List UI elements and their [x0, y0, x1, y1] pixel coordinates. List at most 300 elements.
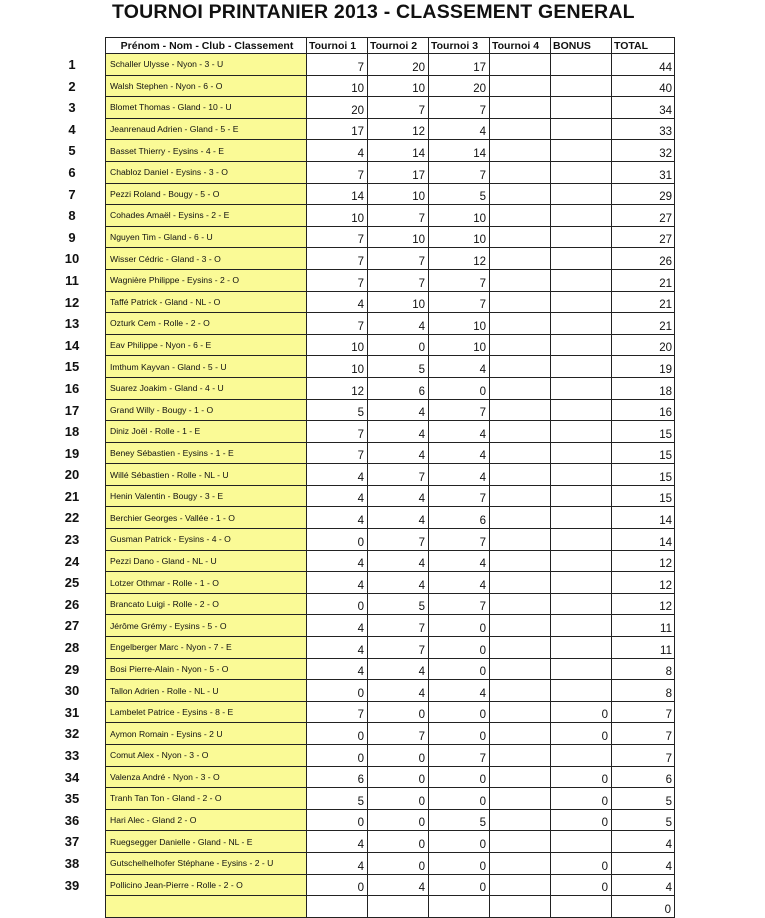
player-name-cell: Diniz Joël - Rolle - 1 - E [106, 421, 307, 443]
player-name-cell: Comut Alex - Nyon - 3 - O [106, 745, 307, 767]
total-cell: 11 [612, 615, 675, 637]
player-name-cell: Wagnière Philippe - Eysins - 2 - O [106, 269, 307, 291]
tournoi-4-cell [490, 896, 551, 918]
player-name-cell: Wisser Cédric - Gland - 3 - O [106, 248, 307, 270]
tournoi-4-cell [490, 421, 551, 443]
total-cell: 32 [612, 140, 675, 162]
table-row [106, 485, 675, 507]
tournoi-3-cell: 0 [429, 658, 490, 680]
rank-number: 5 [68, 143, 76, 159]
table-row [106, 680, 675, 702]
bonus-cell: 0 [551, 723, 612, 745]
bonus-cell: 0 [551, 701, 612, 723]
tournoi-4-cell [490, 313, 551, 335]
tournoi-1-cell: 4 [307, 291, 368, 313]
total-cell: 21 [612, 291, 675, 313]
total-cell: 15 [612, 442, 675, 464]
table-row [106, 183, 675, 205]
bonus-cell [551, 658, 612, 680]
tournoi-2-cell: 0 [368, 788, 429, 810]
tournoi-2-cell: 7 [368, 269, 429, 291]
tournoi-3-cell: 7 [429, 745, 490, 767]
table-row [106, 118, 675, 140]
tournoi-3-cell: 7 [429, 161, 490, 183]
tournoi-3-cell: 4 [429, 442, 490, 464]
rank-number: 1 [68, 57, 76, 72]
table-row [106, 658, 675, 680]
tournoi-2-cell: 7 [368, 723, 429, 745]
tournoi-2-cell: 0 [368, 852, 429, 874]
rank-number: 7 [68, 186, 76, 202]
tournoi-2-cell: 4 [368, 680, 429, 702]
player-name-cell: Aymon Romain - Eysins - 2 U [106, 723, 307, 745]
tournoi-4-cell [490, 550, 551, 572]
tournoi-1-cell: 7 [307, 161, 368, 183]
table-row [106, 313, 675, 335]
tournoi-2-cell: 7 [368, 248, 429, 270]
rank-number: 14 [64, 337, 80, 353]
tournoi-2-cell: 7 [368, 529, 429, 551]
tournoi-4-cell [490, 637, 551, 659]
player-name-cell: Pezzi Dano - Gland - NL - U [106, 550, 307, 572]
tournoi-1-cell: 12 [307, 377, 368, 399]
tournoi-2-cell: 4 [368, 485, 429, 507]
tournoi-2-cell: 4 [368, 442, 429, 464]
tournoi-3-cell: 0 [429, 831, 490, 853]
rank-number: 39 [64, 877, 80, 893]
player-name-cell: Lotzer Othmar - Rolle - 1 - O [106, 572, 307, 594]
total-cell: 44 [612, 54, 675, 76]
bonus-cell [551, 745, 612, 767]
tournoi-3-cell: 5 [429, 183, 490, 205]
player-name-cell: Suarez Joakim - Gland - 4 - U [106, 377, 307, 399]
player-name-cell: Jeanrenaud Adrien - Gland - 5 - E [106, 118, 307, 140]
tournoi-2-cell: 7 [368, 464, 429, 486]
total-cell: 7 [612, 723, 675, 745]
tournoi-3-cell: 14 [429, 140, 490, 162]
tournoi-3-cell: 5 [429, 809, 490, 831]
rank-number: 11 [65, 272, 79, 288]
player-name-cell: Lambelet Patrice - Eysins - 8 - E [106, 701, 307, 723]
table-row-partial [106, 896, 675, 918]
table-row [106, 377, 675, 399]
bonus-cell [551, 140, 612, 162]
tournoi-3-cell: 4 [429, 421, 490, 443]
bonus-cell [551, 442, 612, 464]
tournoi-1-cell: 7 [307, 701, 368, 723]
tournoi-2-cell: 4 [368, 399, 429, 421]
player-name-cell: Cohades Amaël - Eysins - 2 - E [106, 205, 307, 227]
tournoi-2-cell [368, 896, 429, 918]
player-name-cell: Pollicino Jean-Pierre - Rolle - 2 - O [106, 874, 307, 896]
tournoi-2-cell: 7 [368, 637, 429, 659]
total-cell: 8 [612, 680, 675, 702]
header-tournoi-2: Tournoi 2 [368, 38, 429, 54]
tournoi-2-cell: 6 [368, 377, 429, 399]
rank-number: 27 [64, 618, 80, 634]
bonus-cell [551, 248, 612, 270]
tournoi-1-cell: 0 [307, 529, 368, 551]
tournoi-3-cell: 0 [429, 852, 490, 874]
player-name-cell: Willé Sébastien - Rolle - NL - U [106, 464, 307, 486]
header-tournoi-1: Tournoi 1 [307, 38, 368, 54]
tournoi-1-cell: 4 [307, 485, 368, 507]
tournoi-4-cell [490, 75, 551, 97]
rank-number: 30 [64, 683, 80, 699]
table-row [106, 874, 675, 896]
tournoi-3-cell: 0 [429, 701, 490, 723]
tournoi-2-cell: 4 [368, 658, 429, 680]
rank-number: 34 [64, 769, 80, 785]
bonus-cell [551, 507, 612, 529]
tournoi-2-cell: 4 [368, 421, 429, 443]
tournoi-1-cell: 10 [307, 334, 368, 356]
total-cell: 12 [612, 572, 675, 594]
header-tournoi-4: Tournoi 4 [490, 38, 551, 54]
tournoi-4-cell [490, 140, 551, 162]
tournoi-3-cell: 12 [429, 248, 490, 270]
tournoi-4-cell [490, 97, 551, 119]
tournoi-4-cell [490, 831, 551, 853]
tournoi-1-cell: 4 [307, 140, 368, 162]
table-row [106, 723, 675, 745]
tournoi-4-cell [490, 161, 551, 183]
tournoi-1-cell: 4 [307, 550, 368, 572]
tournoi-2-cell: 12 [368, 118, 429, 140]
bonus-cell [551, 421, 612, 443]
tournoi-1-cell: 4 [307, 637, 368, 659]
player-name-cell: Basset Thierry - Eysins - 4 - E [106, 140, 307, 162]
tournoi-3-cell: 7 [429, 269, 490, 291]
rank-number: 4 [68, 121, 76, 137]
player-name-cell: Engelberger Marc - Nyon - 7 - E [106, 637, 307, 659]
rank-number: 32 [64, 726, 80, 742]
total-cell: 12 [612, 550, 675, 572]
bonus-cell [551, 313, 612, 335]
total-cell: 15 [612, 421, 675, 443]
tournoi-3-cell: 17 [429, 54, 490, 76]
rank-number: 28 [64, 640, 80, 656]
table-row [106, 852, 675, 874]
bonus-cell [551, 572, 612, 594]
total-cell: 40 [612, 75, 675, 97]
total-cell: 19 [612, 356, 675, 378]
tournoi-1-cell [307, 896, 368, 918]
tournoi-2-cell: 0 [368, 766, 429, 788]
header-total: TOTAL [612, 38, 675, 54]
tournoi-2-cell: 20 [368, 54, 429, 76]
rank-number: 16 [64, 380, 80, 396]
tournoi-2-cell: 0 [368, 701, 429, 723]
player-name-cell: Grand Willy - Bougy - 1 - O [106, 399, 307, 421]
tournoi-3-cell: 10 [429, 205, 490, 227]
rank-number: 22 [64, 510, 80, 526]
rank-number: 20 [64, 467, 80, 483]
total-cell: 34 [612, 97, 675, 119]
player-name-cell: Chabloz Daniel - Eysins - 3 - O [106, 161, 307, 183]
tournoi-4-cell [490, 874, 551, 896]
tournoi-1-cell: 17 [307, 118, 368, 140]
tournoi-4-cell [490, 291, 551, 313]
tournoi-4-cell [490, 118, 551, 140]
bonus-cell [551, 485, 612, 507]
total-cell: 20 [612, 334, 675, 356]
player-name-cell: Ozturk Cem - Rolle - 2 - O [106, 313, 307, 335]
total-cell: 5 [612, 788, 675, 810]
rank-number: 24 [64, 553, 80, 569]
tournoi-1-cell: 10 [307, 356, 368, 378]
tournoi-1-cell: 0 [307, 593, 368, 615]
table-row [106, 97, 675, 119]
rank-number: 17 [64, 402, 80, 418]
bonus-cell [551, 226, 612, 248]
total-cell: 18 [612, 377, 675, 399]
tournoi-4-cell [490, 226, 551, 248]
player-name-cell: Berchier Georges - Vallée - 1 - O [106, 507, 307, 529]
table-row [106, 334, 675, 356]
bonus-cell [551, 377, 612, 399]
tournoi-2-cell: 7 [368, 205, 429, 227]
tournoi-3-cell: 4 [429, 680, 490, 702]
tournoi-3-cell: 4 [429, 118, 490, 140]
tournoi-4-cell [490, 766, 551, 788]
player-name-cell: Valenza André - Nyon - 3 - O [106, 766, 307, 788]
header-tournoi-3: Tournoi 3 [429, 38, 490, 54]
tournoi-1-cell: 5 [307, 788, 368, 810]
tournoi-1-cell: 0 [307, 874, 368, 896]
total-cell: 11 [612, 637, 675, 659]
tournoi-2-cell: 4 [368, 313, 429, 335]
player-name-cell: Tallon Adrien - Rolle - NL - U [106, 680, 307, 702]
tournoi-4-cell [490, 248, 551, 270]
bonus-cell [551, 399, 612, 421]
table-row [106, 745, 675, 767]
table-row [106, 205, 675, 227]
total-cell: 14 [612, 507, 675, 529]
player-name-cell: Pezzi Roland - Bougy - 5 - O [106, 183, 307, 205]
tournoi-4-cell [490, 529, 551, 551]
tournoi-4-cell [490, 269, 551, 291]
tournoi-4-cell [490, 723, 551, 745]
table-row [106, 464, 675, 486]
table-row [106, 54, 675, 76]
tournoi-1-cell: 0 [307, 745, 368, 767]
tournoi-1-cell: 7 [307, 421, 368, 443]
tournoi-3-cell: 7 [429, 593, 490, 615]
rank-number: 23 [64, 532, 80, 548]
rank-number: 12 [64, 294, 80, 310]
total-cell: 7 [612, 745, 675, 767]
tournoi-1-cell: 6 [307, 766, 368, 788]
bonus-cell [551, 205, 612, 227]
table-row [106, 766, 675, 788]
tournoi-3-cell: 0 [429, 377, 490, 399]
tournoi-1-cell: 4 [307, 507, 368, 529]
tournoi-1-cell: 5 [307, 399, 368, 421]
tournoi-4-cell [490, 442, 551, 464]
tournoi-2-cell: 10 [368, 183, 429, 205]
tournoi-2-cell: 0 [368, 831, 429, 853]
tournoi-4-cell [490, 205, 551, 227]
tournoi-1-cell: 20 [307, 97, 368, 119]
tournoi-2-cell: 7 [368, 615, 429, 637]
tournoi-4-cell [490, 809, 551, 831]
rank-number: 10 [64, 251, 80, 267]
tournoi-4-cell [490, 377, 551, 399]
total-cell: 12 [612, 593, 675, 615]
table-row [106, 572, 675, 594]
header-bonus: BONUS [551, 38, 612, 54]
tournoi-3-cell: 6 [429, 507, 490, 529]
tournoi-4-cell [490, 334, 551, 356]
tournoi-1-cell: 10 [307, 205, 368, 227]
player-name-cell: Schaller Ulysse - Nyon - 3 - U [106, 54, 307, 76]
rank-number: 3 [68, 100, 76, 116]
tournoi-3-cell: 7 [429, 291, 490, 313]
tournoi-2-cell: 10 [368, 226, 429, 248]
table-row [106, 701, 675, 723]
page-title: TOURNOI PRINTANIER 2013 - CLASSEMENT GENERAL [112, 1, 635, 23]
rank-number: 6 [68, 164, 76, 180]
tournoi-3-cell [429, 896, 490, 918]
table-row [106, 421, 675, 443]
tournoi-3-cell: 4 [429, 550, 490, 572]
total-cell: 6 [612, 766, 675, 788]
player-name-cell: Hari Alec - Gland 2 - O [106, 809, 307, 831]
rank-number: 9 [68, 229, 76, 245]
player-name-cell: Gutschelhelhofer Stéphane - Eysins - 2 - U [106, 852, 307, 874]
tournoi-1-cell: 14 [307, 183, 368, 205]
tournoi-4-cell [490, 701, 551, 723]
total-cell: 27 [612, 226, 675, 248]
tournoi-3-cell: 20 [429, 75, 490, 97]
rank-number: 37 [64, 834, 80, 850]
tournoi-4-cell [490, 507, 551, 529]
tournoi-2-cell: 7 [368, 97, 429, 119]
tournoi-3-cell: 10 [429, 226, 490, 248]
table-row [106, 356, 675, 378]
bonus-cell [551, 118, 612, 140]
player-name-cell: Bosi Pierre-Alain - Nyon - 5 - O [106, 658, 307, 680]
total-cell: 15 [612, 485, 675, 507]
table-row [106, 75, 675, 97]
player-name-cell: Henin Valentin - Bougy - 3 - E [106, 485, 307, 507]
tournoi-4-cell [490, 485, 551, 507]
tournoi-4-cell [490, 183, 551, 205]
rank-number: 36 [64, 812, 80, 828]
total-cell: 0 [612, 896, 675, 918]
tournoi-3-cell: 7 [429, 97, 490, 119]
total-cell: 33 [612, 118, 675, 140]
tournoi-4-cell [490, 54, 551, 76]
tournoi-1-cell: 10 [307, 75, 368, 97]
rank-number: 26 [64, 596, 80, 612]
rank-number: 35 [64, 791, 80, 807]
rank-number: 15 [64, 359, 80, 375]
total-cell: 15 [612, 464, 675, 486]
tournoi-4-cell [490, 745, 551, 767]
total-cell: 4 [612, 874, 675, 896]
rank-number: 2 [68, 78, 76, 94]
bonus-cell [551, 183, 612, 205]
total-cell: 14 [612, 529, 675, 551]
rank-number: 33 [64, 748, 80, 763]
bonus-cell: 0 [551, 852, 612, 874]
table-row [106, 269, 675, 291]
rank-number: 25 [64, 575, 80, 591]
total-cell: 7 [612, 701, 675, 723]
bonus-cell [551, 161, 612, 183]
rank-column [52, 54, 92, 896]
tournoi-1-cell: 7 [307, 54, 368, 76]
rank-number: 29 [64, 661, 80, 677]
tournoi-1-cell: 4 [307, 852, 368, 874]
bonus-cell: 0 [551, 809, 612, 831]
tournoi-1-cell: 4 [307, 464, 368, 486]
table-row [106, 291, 675, 313]
table-row [106, 637, 675, 659]
player-name-cell [106, 896, 307, 918]
tournoi-4-cell [490, 399, 551, 421]
tournoi-2-cell: 5 [368, 356, 429, 378]
tournoi-4-cell [490, 464, 551, 486]
bonus-cell [551, 334, 612, 356]
tournoi-4-cell [490, 852, 551, 874]
tournoi-3-cell: 0 [429, 615, 490, 637]
rank-number: 13 [64, 316, 80, 332]
tournoi-4-cell [490, 615, 551, 637]
table-row [106, 550, 675, 572]
bonus-cell [551, 615, 612, 637]
bonus-cell [551, 529, 612, 551]
tournoi-1-cell: 7 [307, 442, 368, 464]
table-row [106, 248, 675, 270]
total-cell: 4 [612, 831, 675, 853]
bonus-cell [551, 680, 612, 702]
rank-number: 21 [64, 488, 80, 504]
tournoi-2-cell: 4 [368, 874, 429, 896]
table-row [106, 161, 675, 183]
total-cell: 29 [612, 183, 675, 205]
bonus-cell [551, 593, 612, 615]
tournoi-2-cell: 5 [368, 593, 429, 615]
tournoi-3-cell: 7 [429, 485, 490, 507]
bonus-cell [551, 831, 612, 853]
tournoi-2-cell: 0 [368, 809, 429, 831]
tournoi-1-cell: 4 [307, 658, 368, 680]
player-name-cell: Eav Philippe - Nyon - 6 - E [106, 334, 307, 356]
table-row [106, 399, 675, 421]
tournoi-1-cell: 4 [307, 572, 368, 594]
total-cell: 8 [612, 658, 675, 680]
total-cell: 21 [612, 313, 675, 335]
bonus-cell [551, 464, 612, 486]
table-row [106, 615, 675, 637]
tournoi-1-cell: 7 [307, 313, 368, 335]
rank-number: 19 [64, 445, 80, 461]
table-row [106, 788, 675, 810]
bonus-cell [551, 75, 612, 97]
player-name-cell: Tranh Tan Ton - Gland - 2 - O [106, 788, 307, 810]
tournoi-1-cell: 7 [307, 269, 368, 291]
tournoi-4-cell [490, 572, 551, 594]
tournoi-3-cell: 7 [429, 399, 490, 421]
tournoi-2-cell: 0 [368, 745, 429, 767]
tournoi-1-cell: 0 [307, 809, 368, 831]
total-cell: 26 [612, 248, 675, 270]
tournoi-3-cell: 4 [429, 572, 490, 594]
player-name-cell: Jérôme Grémy - Eysins - 5 - O [106, 615, 307, 637]
